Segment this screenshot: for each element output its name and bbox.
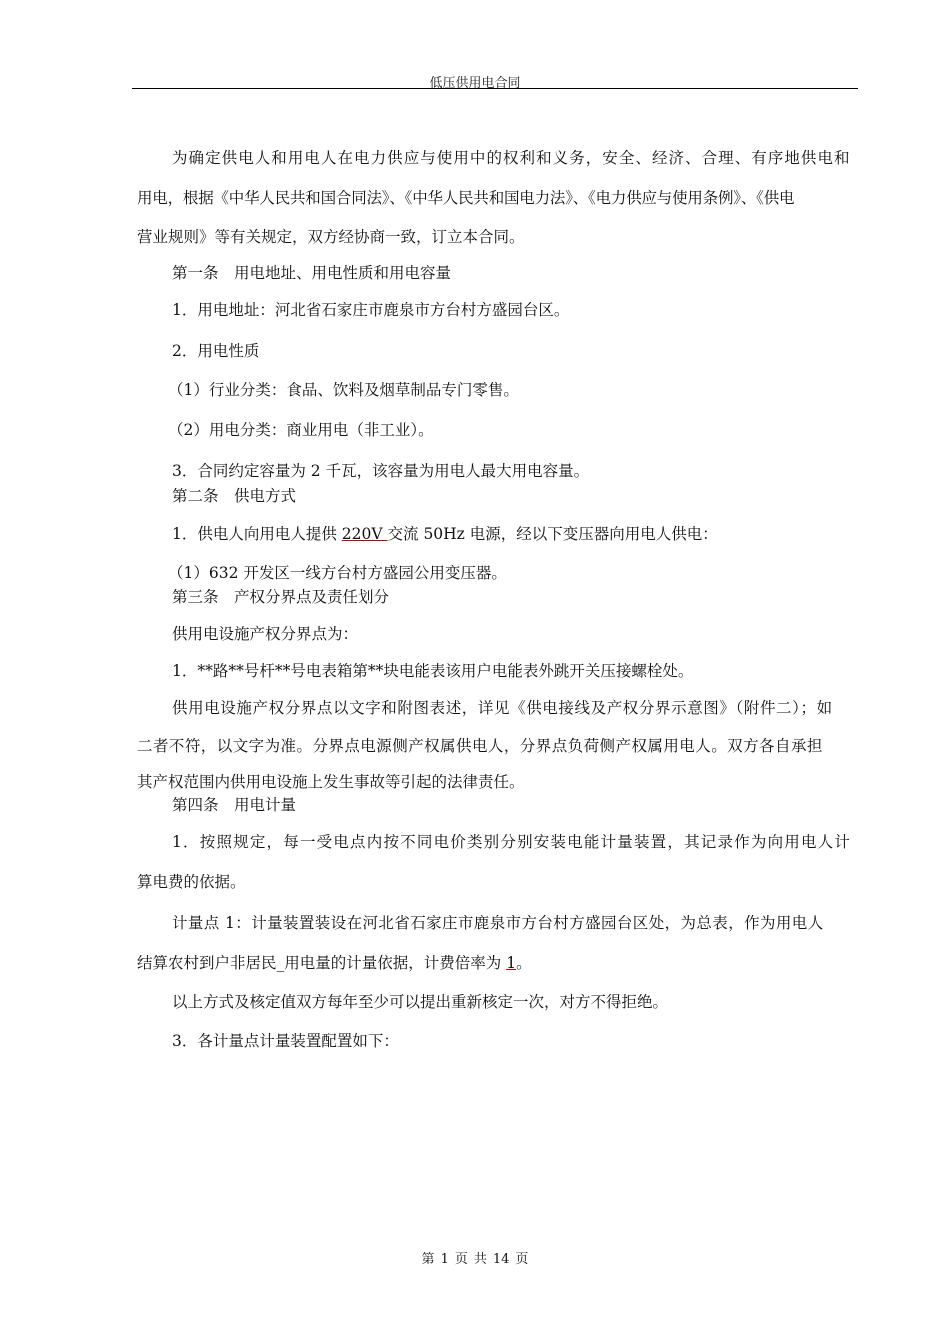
item-transformer: （1）632 开发区一线方台村方盛园公用变压器。 — [168, 564, 507, 582]
article-2-heading: 第二条 供电方式 — [172, 487, 297, 505]
para-boundary-line1: 供用电设施产权分界点以文字和附图表述，详见《供电接线及产权分界示意图》（附件二）；如 — [172, 699, 833, 717]
point-ratio: 1 — [506, 954, 517, 972]
item-capacity: 3．合同约定容量为 2 千瓦，该容量为用电人最大用电容量。 — [172, 462, 590, 480]
item-address: 1．用电地址：河北省石家庄市鹿泉市方台村方盛园台区。 — [172, 301, 570, 319]
para-point-line1: 计量点 1：计量装置装设在河北省石家庄市鹿泉市方台村方盛园台区处，为总表，作为用电人 — [172, 914, 824, 932]
supply-voltage: 220V — [341, 525, 388, 543]
item-industry: （1）行业分类：食品、饮料及烟草制品专门零售。 — [168, 381, 519, 399]
footer-total-pages: 14 — [492, 1252, 510, 1267]
item-boundary: 1．**路**号杆**号电表箱第**块电能表该用户电能表外跳开关压接螺栓处。 — [172, 662, 694, 680]
supply-text-b: 交流 50Hz 电源，经以下变压器向用电人供电： — [387, 525, 718, 543]
para-intro-line3: 营业规则》等有关规定，双方经协商一致，订立本合同。 — [137, 228, 525, 246]
item-nature: 2．用电性质 — [172, 342, 260, 360]
footer-page-label: 第 — [421, 1252, 435, 1267]
para-boundary-line3: 其产权范围内供用电设施上发生事故等引起的法律责任。 — [137, 773, 525, 791]
footer-total-label: 共 — [473, 1252, 487, 1267]
article-4-heading: 第四条 用电计量 — [172, 796, 297, 814]
article-3-heading: 第三条 产权分界点及责任划分 — [172, 588, 390, 606]
para-boundary-line2: 二者不符，以文字为准。分界点电源侧产权属供电人，分界点负荷侧产权属用电人。双方各自承担 — [137, 737, 823, 755]
article-1-heading: 第一条 用电地址、用电性质和用电容量 — [172, 264, 452, 282]
point-text-b: 。 — [516, 954, 532, 972]
para-intro-line2: 用电，根据《中华人民共和国合同法》、《中华人民共和国电力法》、《电力供应与使用条例》、《供电 — [137, 189, 795, 207]
page-footer — [0, 1248, 950, 1267]
header-rule — [132, 88, 858, 89]
para-metering-line1: 1．按照规定，每一受电点内按不同电价类别分别安装电能计量装置，其记录作为向用电人计 — [172, 833, 852, 851]
para-metering-line2: 算电费的依据。 — [137, 873, 246, 891]
footer-total-unit: 页 — [515, 1252, 529, 1267]
supply-text-a: 1．供电人向用电人提供 — [172, 525, 342, 543]
page-header-title: 低压供用电合同 — [429, 76, 521, 91]
para-point-line2 — [137, 953, 532, 973]
item-category: （2）用电分类：商业用电（非工业）。 — [168, 421, 434, 439]
point-text-a: 结算农村到户非居民_用电量的计量依据，计费倍率为 — [137, 954, 507, 972]
item-supply — [172, 524, 718, 544]
footer-page-number: 1 — [440, 1252, 449, 1267]
para-review: 以上方式及核定值双方每年至少可以提出重新核定一次，对方不得拒绝。 — [172, 993, 669, 1011]
para-boundary-intro: 供用电设施产权分界点为： — [172, 625, 359, 643]
para-intro-line1: 为确定供电人和用电人在电力供应与使用中的权利和义务，安全、经济、合理、有序地供电和 — [172, 149, 851, 167]
item-config: 3．各计量点计量装置配置如下： — [172, 1032, 399, 1050]
footer-page-unit: 页 — [454, 1252, 468, 1267]
